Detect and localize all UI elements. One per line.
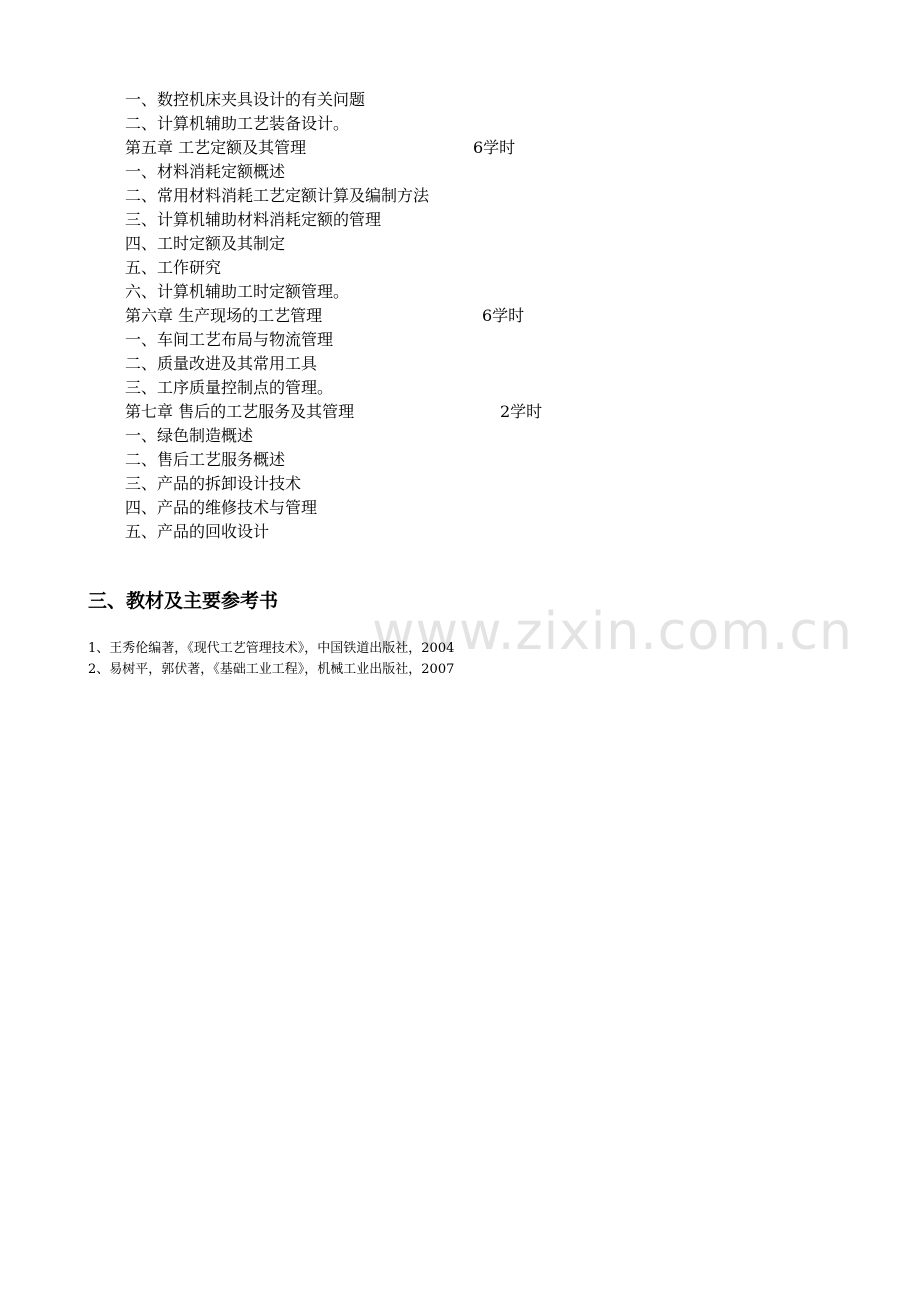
chapter-hours: 6学时 [473,138,516,157]
section-heading: 三、教材及主要参考书 [88,590,279,612]
watermark: www.zixin.com.cn [372,602,853,662]
outline-item-text: 一、数控机床夹具设计的有关问题 [125,90,366,109]
outline-item-text: 一、材料消耗定额概述 [125,162,286,181]
outline-item-text: 二、计算机辅助工艺装备设计。 [125,114,350,133]
outline-item [125,376,725,400]
outline-item [125,208,725,232]
outline-item-text: 一、绿色制造概述 [125,426,254,445]
reference-item: 2、易树平，郭伏著，《基础工业工程》，机械工业出版社，2007 [88,662,455,677]
outline-item-text: 六、计算机辅助工时定额管理。 [125,282,350,301]
reference-list [88,638,688,680]
outline-item-text: 二、质量改进及其常用工具 [125,354,318,373]
outline-item-text: 二、常用材料消耗工艺定额计算及编制方法 [125,186,430,205]
chapter-5-heading [125,136,725,160]
outline-item [125,424,725,448]
outline-item-text: 一、车间工艺布局与物流管理 [125,330,334,349]
chapter-7-heading [125,400,725,424]
reference-item: 1、王秀伦编著，《现代工艺管理技术》，中国铁道出版社，2004 [88,641,455,656]
outline-item-text: 四、工时定额及其制定 [125,234,286,253]
outline-item-text: 二、售后工艺服务概述 [125,450,286,469]
outline-item-text: 四、产品的维修技术与管理 [125,498,318,517]
chapter-6-heading [125,304,725,328]
chapter-title: 第六章 生产现场的工艺管理 [125,306,323,325]
outline-item [125,280,725,304]
course-outline [125,88,725,544]
outline-item-text: 三、工序质量控制点的管理。 [125,378,334,397]
outline-item [125,448,725,472]
outline-item [125,232,725,256]
chapter-title: 第五章 工艺定额及其管理 [125,138,307,157]
outline-item [125,328,725,352]
chapter-hours: 6学时 [482,306,525,325]
outline-item [125,256,725,280]
outline-item [125,352,725,376]
outline-item [125,472,725,496]
outline-item-text: 五、产品的回收设计 [125,522,270,541]
outline-item [125,496,725,520]
outline-item-text: 三、计算机辅助材料消耗定额的管理 [125,210,382,229]
outline-item [125,160,725,184]
outline-item-text: 三、产品的拆卸设计技术 [125,474,302,493]
chapter-title: 第七章 售后的工艺服务及其管理 [125,402,355,421]
outline-item [125,184,725,208]
chapter-hours: 2学时 [500,402,543,421]
outline-item [125,88,725,112]
outline-item-text: 五、工作研究 [125,258,222,277]
outline-item [125,112,725,136]
outline-item [125,520,725,544]
